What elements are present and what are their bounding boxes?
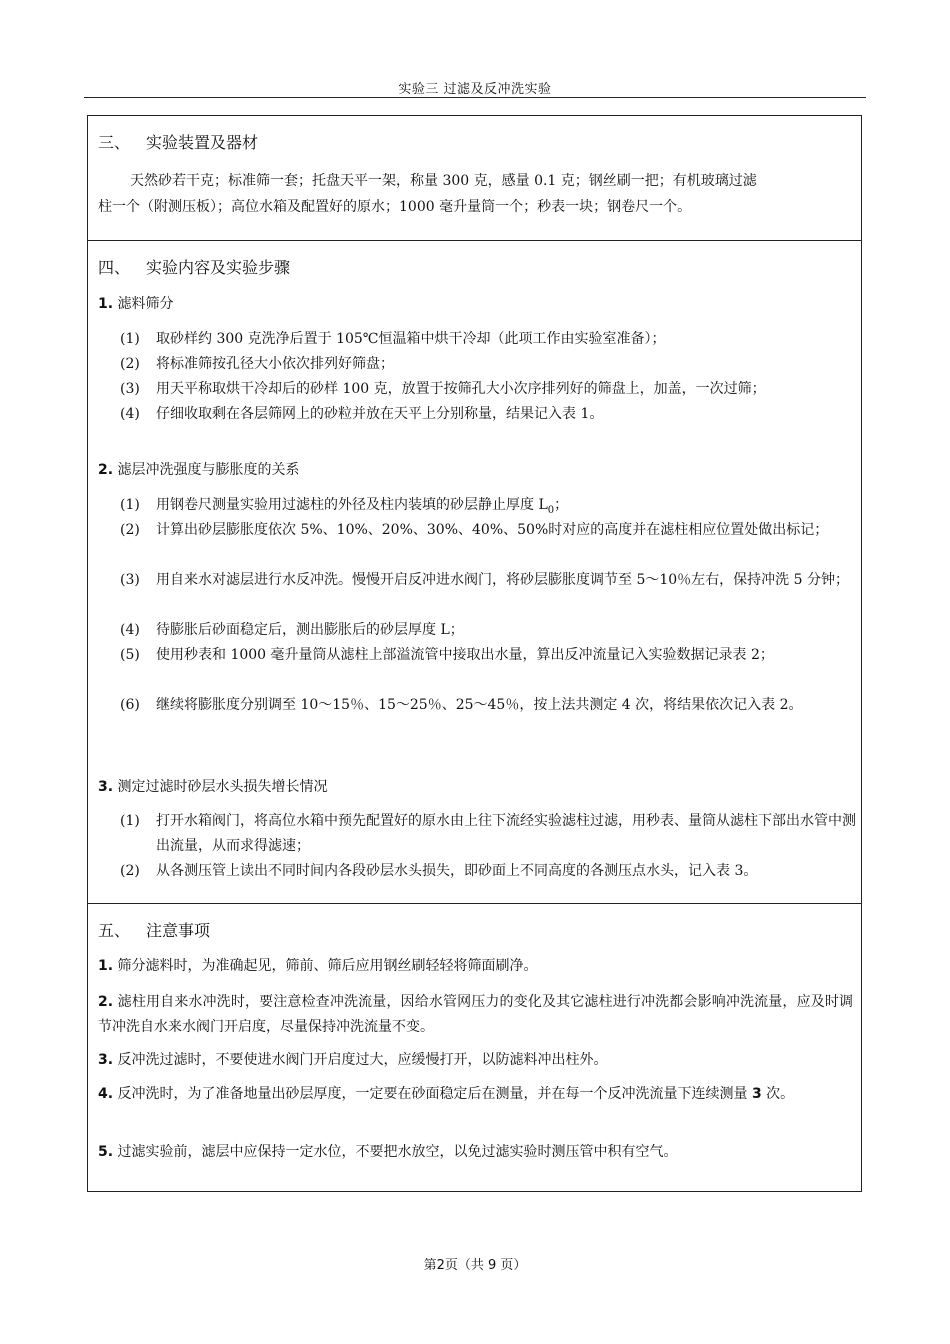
item-text: 仔细收取剩在各层筛网上的砂粒并放在天平上分别称量，结果记入表 1。	[156, 406, 604, 422]
list-item	[98, 518, 856, 568]
item-text: 用自来水对滤层进行水反冲洗。慢慢开启反冲进水阀门，将砂层膨胀度调节至 5～10％左右，保持冲洗 5 分钟；	[156, 572, 849, 588]
section-heading	[98, 130, 258, 153]
item-index: (3)	[120, 381, 140, 397]
section-heading	[98, 918, 210, 941]
section-notes	[88, 904, 861, 1191]
note-item	[98, 954, 853, 979]
note-item	[98, 1082, 853, 1107]
item-index: (6)	[120, 697, 140, 713]
section-procedure	[88, 241, 861, 904]
note-item	[98, 1140, 853, 1165]
note-number: 3.	[98, 1052, 114, 1068]
subscript: 0	[547, 504, 555, 516]
section-number: 三、	[98, 133, 131, 152]
item-index: (4)	[120, 406, 140, 422]
subsection-heading	[98, 776, 328, 796]
note-text: 反冲洗过滤时，不要使进水阀门开启度过大，应缓慢打开，以防滤料冲出柱外。	[117, 1052, 608, 1068]
note-bold-value: 3	[751, 1086, 762, 1102]
note-text-tail: 次。	[761, 1086, 795, 1102]
section-heading	[98, 255, 290, 278]
item-index: (2)	[120, 863, 140, 879]
note-item	[98, 1048, 853, 1073]
item-text: 打开水箱阀门，将高位水箱中预先配置好的原水由上往下流经实验滤柱过滤，用秒表、量筒从滤柱下部出水管中测出流量，从而求得滤速；	[156, 813, 856, 854]
note-number: 4.	[98, 1086, 114, 1102]
header-rule	[84, 97, 866, 98]
subsection-number: 1.	[98, 296, 114, 312]
item-text: 使用秒表和 1000 毫升量筒从滤柱上部溢流管中接取出水量，算出反冲流量记入实验数据记录表 2；	[156, 647, 774, 663]
section-number: 四、	[98, 258, 131, 277]
list-item	[98, 809, 856, 859]
note-text: 反冲洗时，为了准备地量出砂层厚度，一定要在砂面稳定后在测量，并在每一个反冲洗流量下连续测量	[117, 1086, 748, 1102]
page-footer: 第2页（共 9 页）	[423, 1258, 527, 1273]
note-text: 筛分滤料时，为准确起见，筛前、筛后应用钢丝刷轻轻将筛面刷净。	[117, 958, 538, 974]
item-text: 将标准筛按孔径大小依次排列好筛盘；	[156, 356, 394, 372]
item-text: 用天平称取烘干冷却后的砂样 100 克，放置于按筛孔大小次序排列好的筛盘上，加盖，一次过筛；	[156, 381, 766, 397]
item-text: 从各测压管上读出不同时间内各段砂层水头损失，即砂面上不同高度的各测压点水头，记入表 3。	[156, 863, 758, 879]
item-index: (4)	[120, 622, 140, 638]
section-title: 注意事项	[146, 921, 211, 940]
item-index: (2)	[120, 356, 140, 372]
subsection-heading	[98, 293, 174, 313]
content-frame	[87, 115, 862, 1192]
paragraph-line: 柱一个（附测压板）；高位水箱及配置好的原水；1000 毫升量筒一个；秒表一块；钢卷尺一个。	[98, 199, 692, 215]
section-title: 实验内容及实验步骤	[146, 258, 291, 277]
item-text-main: 用钢卷尺测量实验用过滤柱的外径及柱内装填的砂层静止厚度 L	[156, 497, 548, 513]
subsection-number: 2.	[98, 462, 114, 478]
note-number: 5.	[98, 1144, 114, 1160]
item-index: (3)	[120, 572, 140, 588]
item-index: (2)	[120, 522, 140, 538]
subsection-heading	[98, 459, 300, 479]
item-index: (1)	[120, 813, 140, 829]
item-text: 继续将膨胀度分别调至 10～15％、15～25％、25～45％，按上法共测定 4 次，将结果依次记入表 2。	[156, 697, 803, 713]
section-equipment	[88, 116, 861, 241]
item-text-tail: ；	[554, 497, 569, 513]
item-text: 计算出砂层膨胀度依次 5%、10%、20%、30%、40%、50%时对应的高度并在滤柱相应位置处做出标记；	[156, 522, 829, 538]
subsection-title: 滤层冲洗强度与膨胀度的关系	[117, 462, 300, 478]
list-item	[98, 643, 856, 693]
note-text: 滤柱用自来水冲洗时，要注意检查冲洗流量，因给水管网压力的变化及其它滤柱进行冲洗都会影响冲洗流量，应及时调节冲洗自水来水阀门开启度，尽量保持冲洗流量不变。	[98, 994, 854, 1035]
note-number: 2.	[98, 994, 114, 1010]
paragraph-line: 天然砂若干克；标准筛一套；托盘天平一架，称量 300 克，感量 0.1 克；钢丝刷一把；有机玻璃过滤	[130, 173, 757, 189]
section-number: 五、	[98, 921, 131, 940]
item-index: (5)	[120, 647, 140, 663]
note-item	[98, 990, 853, 1040]
item-text: 取砂样约 300 克洗净后置于 105℃恒温箱中烘干冷却（此项工作由实验室准备）；	[156, 331, 666, 347]
item-text: 待膨胀后砂面稳定后，测出膨胀后的砂层厚度 L；	[156, 622, 464, 638]
note-number: 1.	[98, 958, 114, 974]
section-title: 实验装置及器材	[146, 133, 259, 152]
item-index: (1)	[120, 331, 140, 347]
subsection-number: 3.	[98, 779, 114, 795]
note-text: 过滤实验前，滤层中应保持一定水位，不要把水放空，以免过滤实验时测压管中积有空气。	[117, 1144, 678, 1160]
page-header-title: 实验三 过滤及反冲洗实验	[398, 82, 552, 97]
item-index: (1)	[120, 497, 140, 513]
subsection-title: 测定过滤时砂层水头损失增长情况	[117, 779, 328, 795]
list-item	[98, 568, 856, 618]
subsection-title: 滤料筛分	[117, 296, 174, 312]
list-item	[98, 693, 856, 743]
equipment-paragraph	[98, 168, 853, 220]
